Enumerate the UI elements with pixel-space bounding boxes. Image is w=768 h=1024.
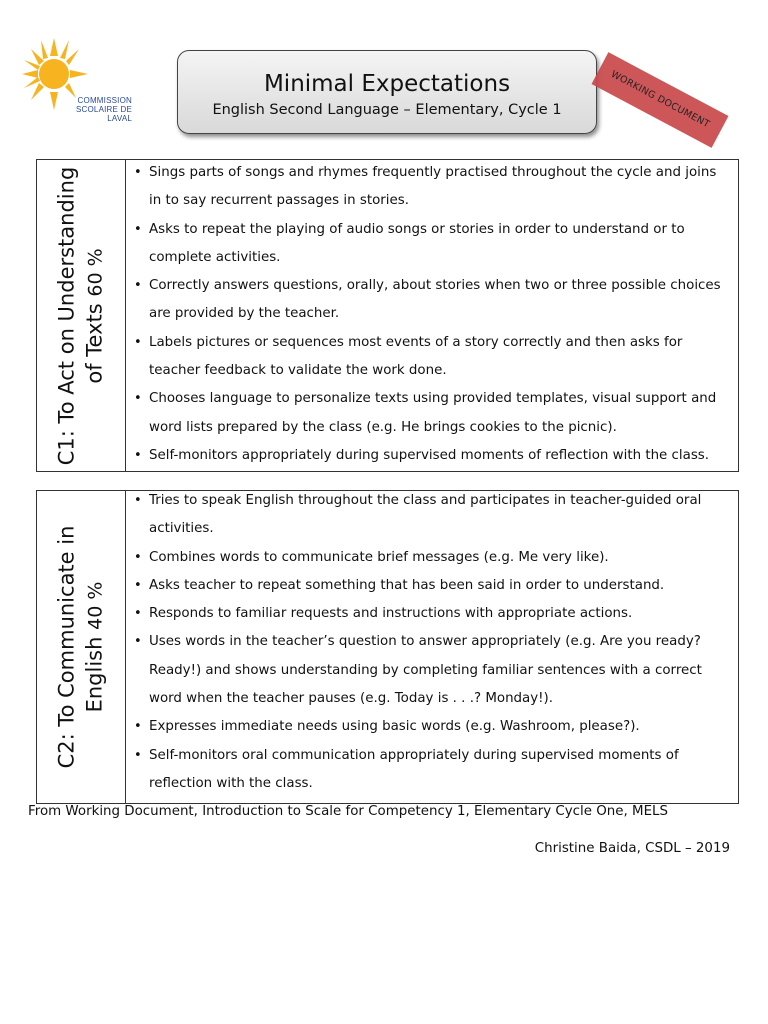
competency-1-label-line-1: C1: To Act on Understanding — [54, 166, 79, 465]
competency-1-section — [36, 159, 739, 472]
list-item: • Responds to familiar requests and instructions with appropriate actions. — [127, 600, 732, 628]
source-note: From Working Document, Introduction to Scale for Competency 1, Elementary Cycle One, MELS — [28, 804, 668, 819]
competency-2-label-line-2 — [81, 526, 110, 769]
list-item: • Chooses language to personalize texts using provided templates, visual support and word lists prepared by the class (e.g. He brings cookies to the picnic). — [127, 385, 732, 442]
author-credit: Christine Baida, CSDL – 2019 — [534, 841, 730, 856]
competency-1-label — [53, 166, 110, 465]
competency-2-section — [36, 490, 739, 804]
list-item: • Labels pictures or sequences most events of a story correctly and then asks for teacher feedback to validate the work done. — [127, 329, 732, 386]
title-box — [177, 50, 597, 134]
logo-line-2: SCOLAIRE DE LAVAL — [76, 105, 132, 123]
competency-2-list — [127, 487, 732, 798]
competency-2-label-text: English — [82, 629, 107, 713]
competency-2-label-line-1: C2: To Communicate in — [54, 525, 79, 769]
competency-1-label-cell — [37, 160, 126, 471]
competency-1-list — [127, 159, 732, 470]
competency-2-label-cell — [37, 491, 126, 803]
list-item: • Self-monitors appropriately during supervised moments of reflection with the class. — [127, 442, 732, 470]
competency-1-label-text: of Texts — [82, 296, 107, 384]
competency-2-weight: 40 % — [84, 581, 107, 630]
competency-1-weight: 60 % — [84, 247, 107, 297]
logo-text — [68, 96, 132, 123]
list-item: • Combines words to communicate brief messages (e.g. Me very like). — [127, 544, 732, 572]
logo — [22, 36, 132, 123]
list-item: • Asks to repeat the playing of audio songs or stories in order to understand or to complete activities. — [127, 216, 732, 273]
page-subtitle: English Second Language – Elementary, Cycle 1 — [212, 102, 562, 118]
list-item: • Correctly answers questions, orally, about stories when two or three possible choices are provided by the teacher. — [127, 272, 732, 329]
competency-2-label — [53, 526, 110, 769]
working-document-stamp: WORKING DOCUMENT — [592, 52, 729, 148]
list-item: • Expresses immediate needs using basic words (e.g. Washroom, please?). — [127, 713, 732, 741]
page-title: Minimal Expectations — [263, 71, 511, 97]
list-item: • Uses words in the teacher’s question to answer appropriately (e.g. Are you ready? Ready!) and shows understanding by completing familiar sentences with a correct word when the teacher pauses (e.g. Today is . . .? Monday!). — [127, 628, 732, 713]
logo-line-1: COMMISSION — [77, 96, 132, 105]
list-item: • Self-monitors oral communication appropriately during supervised moments of reflection with the class. — [127, 742, 732, 799]
competency-1-label-line-2 — [81, 166, 110, 465]
list-item: • Asks teacher to repeat something that has been said in order to understand. — [127, 572, 732, 600]
list-item: • Tries to speak English throughout the class and participates in teacher-guided oral activities. — [127, 487, 732, 544]
list-item: • Sings parts of songs and rhymes frequently practised throughout the cycle and joins in to say recurrent passages in stories. — [127, 159, 732, 216]
